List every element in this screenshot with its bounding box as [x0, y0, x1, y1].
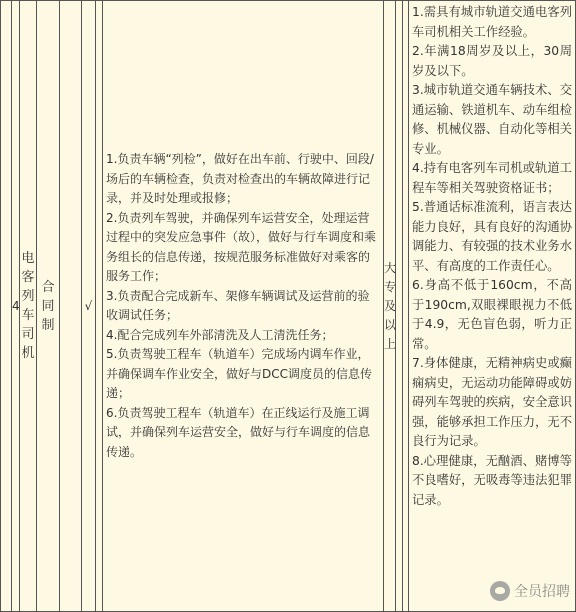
- position-cell: [20, 1, 37, 612]
- requirement-item: 6.身高不低于160cm，不高于190cm,双眼裸眼视力不低于4.9，无色盲色弱，听力正常。: [412, 278, 572, 351]
- requirement-item: 1.需具有城市轨道交通电客列车司机相关工作经验。: [412, 5, 572, 39]
- contract-type: 合同制: [41, 279, 55, 333]
- duties-cell: [103, 1, 384, 612]
- duty-item: 5.负责驾驶工程车（轨道车）完成场内调车作业，并确保调车作业安全，做好与DCC调度员的信息传递；: [106, 347, 372, 400]
- education-level: 大专及以上: [384, 260, 397, 351]
- duty-item: 2.负责列车驾驶，并确保列车运营安全，处理运营过程中的突发应急事件（故），做好与行车调度和乘务组长的信息传递，按规范服务标准做好对乘客的服务工作；: [106, 210, 377, 283]
- requirements-cell: [409, 1, 576, 612]
- row-index: 4: [12, 299, 20, 313]
- contract-cell: [37, 1, 60, 612]
- check-mark: √: [84, 299, 93, 313]
- duty-item: 3.负责配合完成新车、架修车辆调试及运营前的验收调试任务；: [106, 288, 370, 322]
- check-cell: [82, 1, 96, 612]
- position-name: 电客列车司机: [21, 251, 35, 361]
- requirement-item: 7.身体健康，无精神病史或癫痫病史，无运动功能障碍或妨碍列车驾驶的疾病，安全意识强，能够承担工作压力，无不良行为记录。: [412, 356, 572, 448]
- duty-item: 4.配合完成列车外部清洗及人工清洗任务；: [106, 327, 334, 342]
- duty-item: 6.负责驾驶工程车（轨道车）在正线运行及施工调试，并确保列车运营安全，做好与行车调度的信息传递。: [106, 405, 371, 459]
- watermark-text: 全员招聘: [514, 584, 570, 600]
- requirement-item: 5.普通话标准流利，语言表达能力良好，具有良好的沟通协调能力、有较强的技术业务水平、有高度的工作责任心。: [412, 200, 572, 273]
- spacer-left: [1, 1, 12, 612]
- requirement-item: 3.城市轨道交通车辆技术、交通运输、铁道机车、动车组检修、机械仪器、自动化等相关专业。: [412, 83, 572, 156]
- requirement-item: 4.持有电客列车司机或轨道工程车等相关驾驶资格证书；: [412, 161, 572, 195]
- index-cell: [12, 1, 20, 612]
- requirement-item: 2.年满18周岁及以上，30周岁及以下。: [412, 44, 572, 78]
- empty-cell-c: [396, 1, 403, 612]
- education-cell: [384, 1, 396, 612]
- chat-bubble-icon: [490, 581, 510, 601]
- watermark: [490, 581, 570, 601]
- empty-cell-b: [96, 1, 103, 612]
- requirement-item: 8.心理健康，无酗酒、赌博等不良嗜好，无吸毒等违法犯罪记录。: [412, 453, 572, 507]
- duty-item: 1.负责车辆“列检”，做好在出车前、行驶中、回段/场后的车辆检查，负责对检查出的车辆故障进行记录，并及时处理或报修；: [106, 152, 374, 205]
- empty-cell-a: [60, 1, 82, 612]
